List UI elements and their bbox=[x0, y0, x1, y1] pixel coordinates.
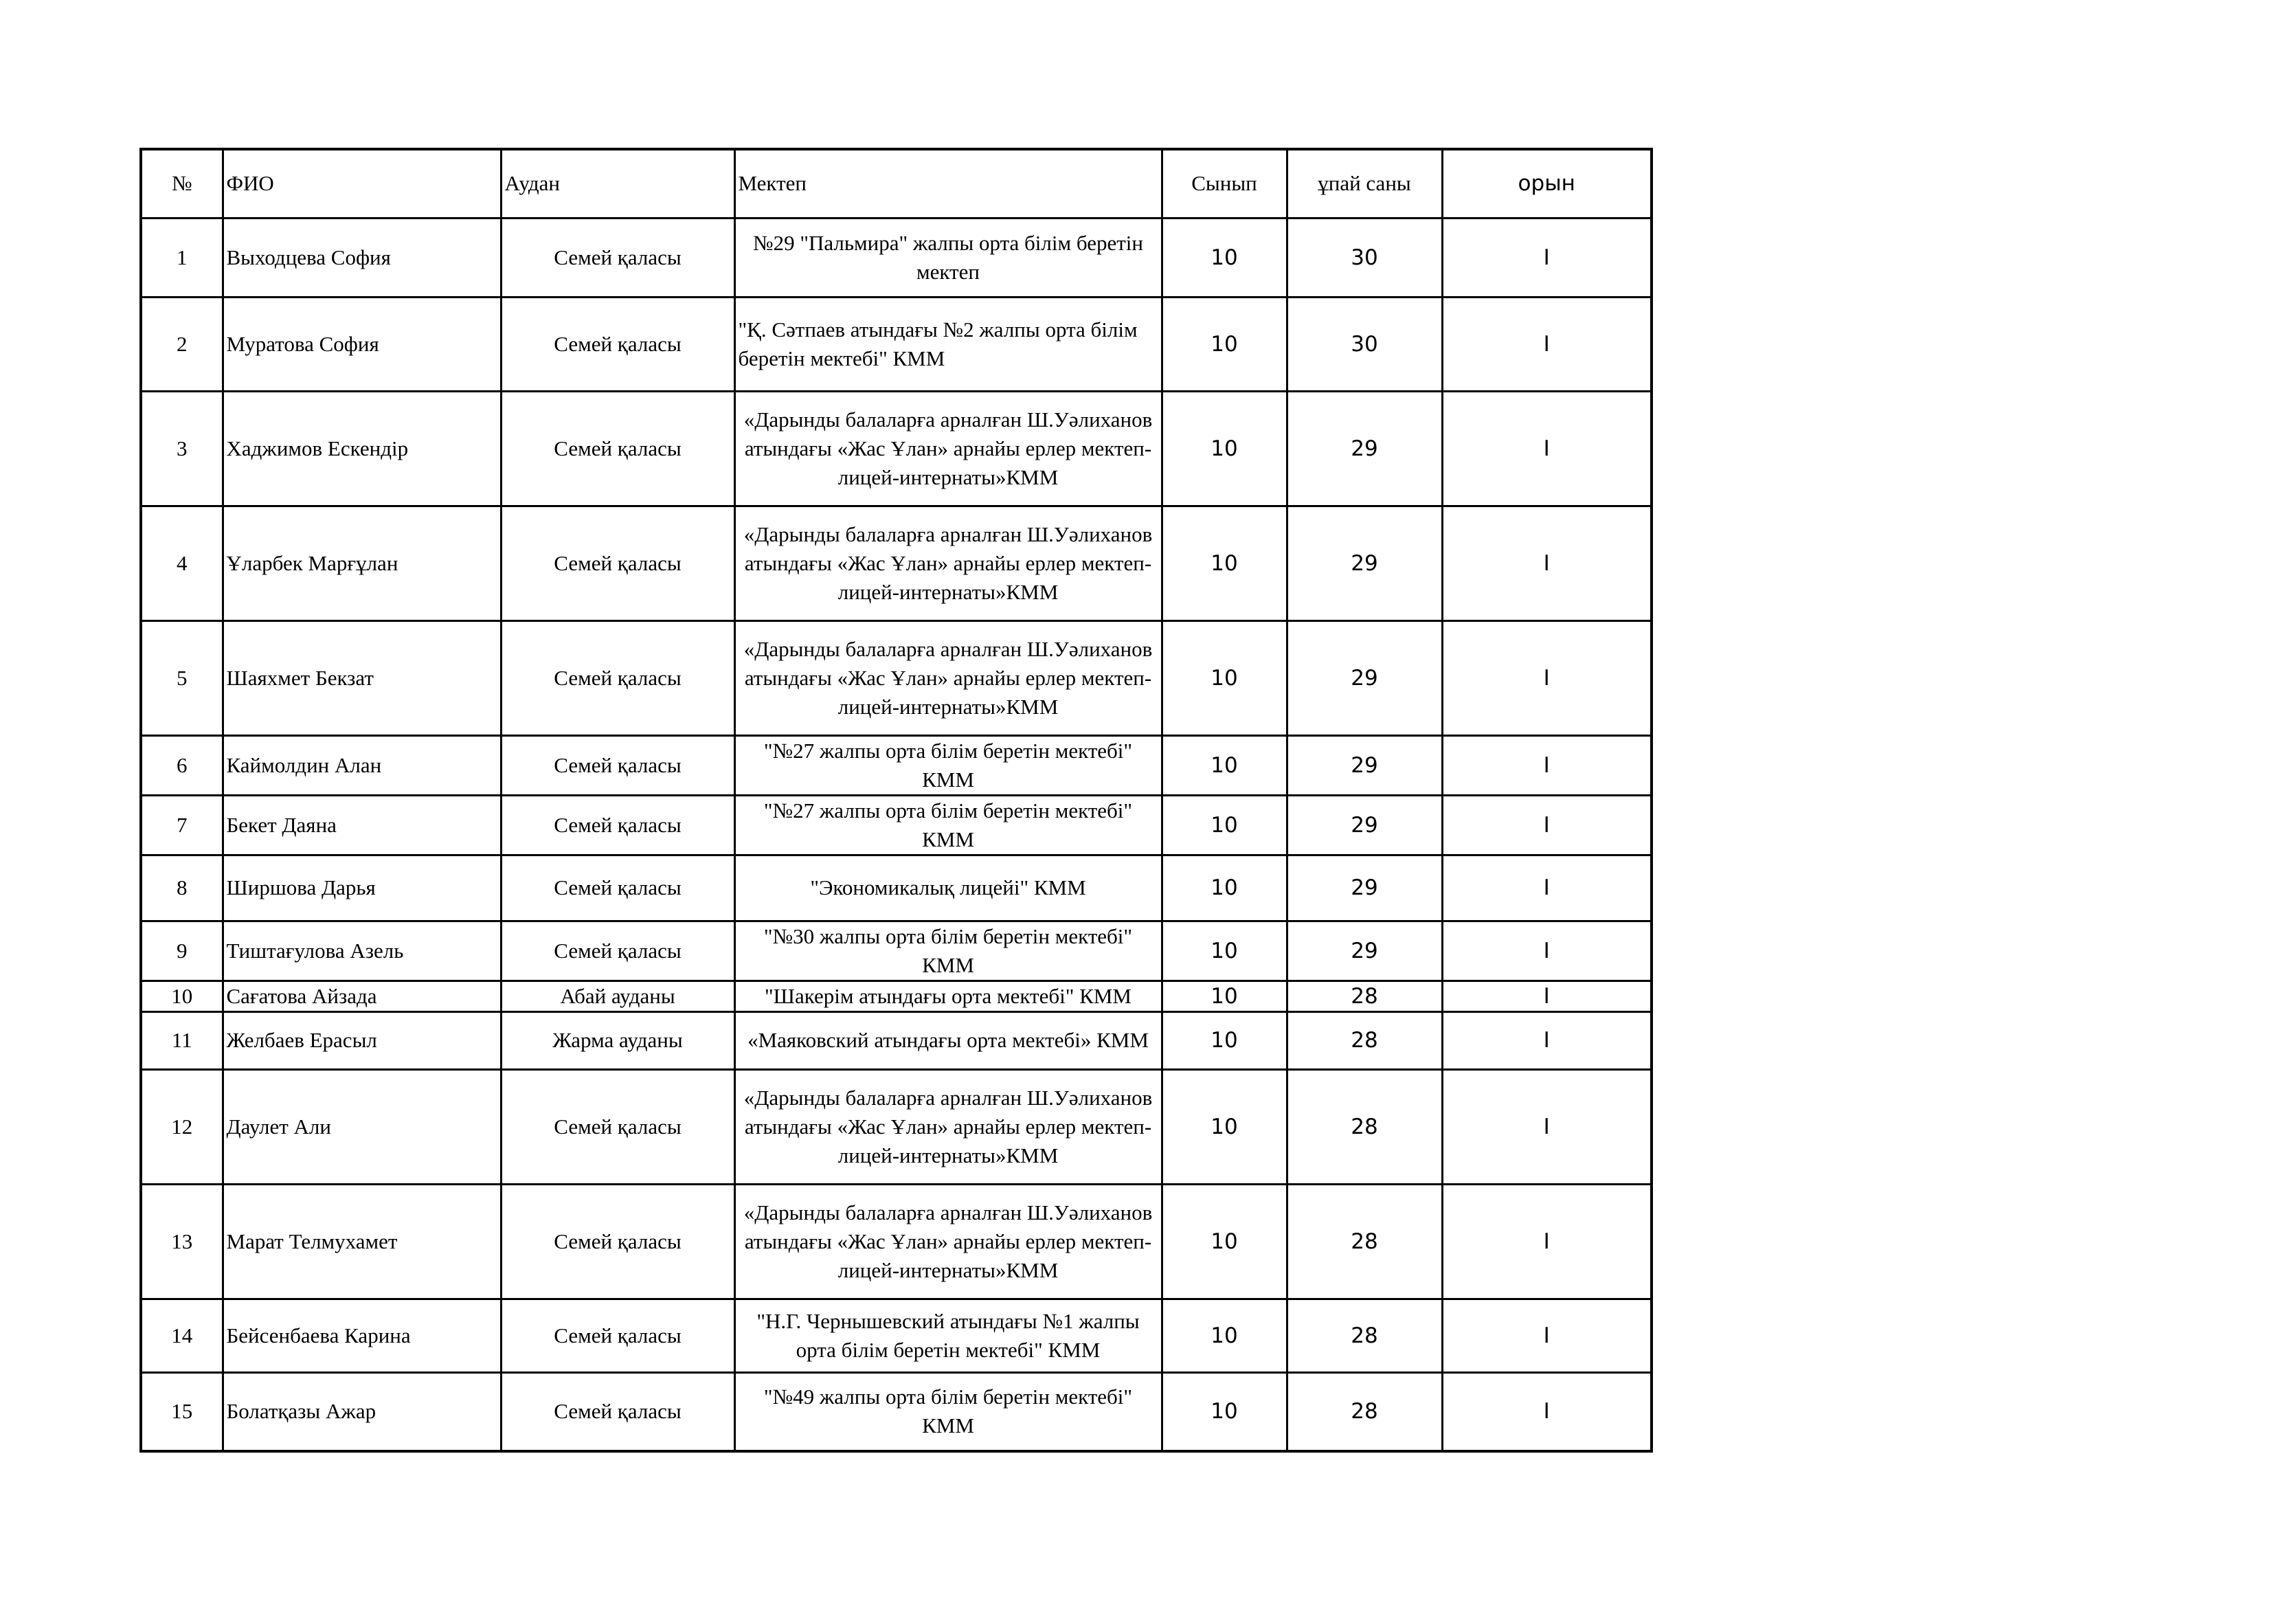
score: 29 bbox=[1287, 506, 1442, 620]
header-district: Аудан bbox=[501, 149, 734, 218]
header-number: № bbox=[141, 149, 223, 218]
header-school: Мектеп bbox=[734, 149, 1162, 218]
school: "Экономикалық лицейі" КММ bbox=[734, 855, 1162, 921]
district: Семей қаласы bbox=[501, 1184, 734, 1299]
row-number: 12 bbox=[141, 1069, 223, 1184]
student-name: Каймолдин Алан bbox=[223, 735, 501, 795]
school: "Н.Г. Чернышевский атындағы №1 жалпы орта білім беретін мектебі" КММ bbox=[734, 1299, 1162, 1372]
place: I bbox=[1442, 1069, 1652, 1184]
score: 29 bbox=[1287, 921, 1442, 981]
student-name: Тиштағулова Азель bbox=[223, 921, 501, 981]
class: 10 bbox=[1162, 795, 1287, 855]
table-row bbox=[141, 735, 1652, 795]
row-number: 5 bbox=[141, 620, 223, 735]
row-number: 11 bbox=[141, 1011, 223, 1069]
class: 10 bbox=[1162, 735, 1287, 795]
district: Семей қаласы bbox=[501, 795, 734, 855]
district: Семей қаласы bbox=[501, 1069, 734, 1184]
score: 29 bbox=[1287, 855, 1442, 921]
district: Жарма ауданы bbox=[501, 1011, 734, 1069]
student-name: Сағатова Айзада bbox=[223, 981, 501, 1011]
row-number: 3 bbox=[141, 391, 223, 506]
score: 29 bbox=[1287, 735, 1442, 795]
school: "№27 жалпы орта білім беретін мектебі" КММ bbox=[734, 735, 1162, 795]
district: Семей қаласы bbox=[501, 297, 734, 391]
district: Семей қаласы bbox=[501, 391, 734, 506]
place: I bbox=[1442, 297, 1652, 391]
place: I bbox=[1442, 506, 1652, 620]
class: 10 bbox=[1162, 391, 1287, 506]
place: I bbox=[1442, 1372, 1652, 1451]
student-name: Даулет Али bbox=[223, 1069, 501, 1184]
class: 10 bbox=[1162, 1184, 1287, 1299]
student-name: Шаяхмет Бекзат bbox=[223, 620, 501, 735]
class: 10 bbox=[1162, 855, 1287, 921]
class: 10 bbox=[1162, 1011, 1287, 1069]
table-row bbox=[141, 506, 1652, 620]
student-name: Муратова София bbox=[223, 297, 501, 391]
class: 10 bbox=[1162, 506, 1287, 620]
score: 28 bbox=[1287, 1011, 1442, 1069]
school: №29 "Пальмира" жалпы орта білім беретін мектеп bbox=[734, 218, 1162, 297]
table-row bbox=[141, 1372, 1652, 1451]
school: «Дарынды балаларға арналған Ш.Уәлиханов атындағы «Жас Ұлан» арнайы ерлер мектеп-лицей-интернаты»КММ bbox=[734, 1184, 1162, 1299]
row-number: 10 bbox=[141, 981, 223, 1011]
class: 10 bbox=[1162, 921, 1287, 981]
row-number: 14 bbox=[141, 1299, 223, 1372]
row-number: 15 bbox=[141, 1372, 223, 1451]
row-number: 2 bbox=[141, 297, 223, 391]
school: "Қ. Сәтпаев атындағы №2 жалпы орта білім беретін мектебі" КММ bbox=[734, 297, 1162, 391]
table-row bbox=[141, 921, 1652, 981]
student-name: Болатқазы Ажар bbox=[223, 1372, 501, 1451]
place: I bbox=[1442, 620, 1652, 735]
student-name: Выходцева София bbox=[223, 218, 501, 297]
school: "Шакерім атындағы орта мектебі" КММ bbox=[734, 981, 1162, 1011]
student-name: Ұларбек Марғұлан bbox=[223, 506, 501, 620]
school: «Дарынды балаларға арналған Ш.Уәлиханов атындағы «Жас Ұлан» арнайы ерлер мектеп-лицей-интернаты»КММ bbox=[734, 620, 1162, 735]
class: 10 bbox=[1162, 981, 1287, 1011]
row-number: 1 bbox=[141, 218, 223, 297]
place: I bbox=[1442, 735, 1652, 795]
table-row bbox=[141, 1011, 1652, 1069]
district: Семей қаласы bbox=[501, 855, 734, 921]
table-row bbox=[141, 981, 1652, 1011]
score: 28 bbox=[1287, 981, 1442, 1011]
place: I bbox=[1442, 981, 1652, 1011]
score: 28 bbox=[1287, 1069, 1442, 1184]
district: Семей қаласы bbox=[501, 735, 734, 795]
student-name: Бекет Даяна bbox=[223, 795, 501, 855]
row-number: 4 bbox=[141, 506, 223, 620]
school: «Дарынды балаларға арналған Ш.Уәлиханов атындағы «Жас Ұлан» арнайы ерлер мектеп-лицей-интернаты»КММ bbox=[734, 506, 1162, 620]
school: «Маяковский атындағы орта мектебі» КММ bbox=[734, 1011, 1162, 1069]
district: Семей қаласы bbox=[501, 1299, 734, 1372]
header-score: ұпай саны bbox=[1287, 149, 1442, 218]
score: 29 bbox=[1287, 795, 1442, 855]
place: I bbox=[1442, 391, 1652, 506]
place: I bbox=[1442, 1299, 1652, 1372]
student-name: Бейсенбаева Карина bbox=[223, 1299, 501, 1372]
row-number: 9 bbox=[141, 921, 223, 981]
district: Семей қаласы bbox=[501, 506, 734, 620]
row-number: 8 bbox=[141, 855, 223, 921]
student-name: Ширшова Дарья bbox=[223, 855, 501, 921]
score: 28 bbox=[1287, 1184, 1442, 1299]
table-row bbox=[141, 855, 1652, 921]
district: Семей қаласы bbox=[501, 1372, 734, 1451]
school: "№27 жалпы орта білім беретін мектебі" КММ bbox=[734, 795, 1162, 855]
school: "№30 жалпы орта білім беретін мектебі" КММ bbox=[734, 921, 1162, 981]
table-row bbox=[141, 795, 1652, 855]
school: "№49 жалпы орта білім беретін мектебі" КММ bbox=[734, 1372, 1162, 1451]
place: I bbox=[1442, 1011, 1652, 1069]
place: I bbox=[1442, 921, 1652, 981]
row-number: 6 bbox=[141, 735, 223, 795]
header-class: Сынып bbox=[1162, 149, 1287, 218]
class: 10 bbox=[1162, 620, 1287, 735]
header-row bbox=[141, 149, 1652, 218]
place: I bbox=[1442, 218, 1652, 297]
district: Семей қаласы bbox=[501, 218, 734, 297]
district: Семей қаласы bbox=[501, 921, 734, 981]
row-number: 13 bbox=[141, 1184, 223, 1299]
class: 10 bbox=[1162, 1069, 1287, 1184]
score: 30 bbox=[1287, 218, 1442, 297]
school: «Дарынды балаларға арналған Ш.Уәлиханов атындағы «Жас Ұлан» арнайы ерлер мектеп-лицей-интернаты»КММ bbox=[734, 1069, 1162, 1184]
header-fio: ФИО bbox=[223, 149, 501, 218]
place: I bbox=[1442, 795, 1652, 855]
student-name: Желбаев Ерасыл bbox=[223, 1011, 501, 1069]
row-number: 7 bbox=[141, 795, 223, 855]
score: 28 bbox=[1287, 1372, 1442, 1451]
header-place: орын bbox=[1442, 149, 1652, 218]
results-table bbox=[139, 148, 1653, 1453]
district: Абай ауданы bbox=[501, 981, 734, 1011]
score: 29 bbox=[1287, 391, 1442, 506]
school: «Дарынды балаларға арналған Ш.Уәлиханов атындағы «Жас Ұлан» арнайы ерлер мектеп-лицей-интернаты»КММ bbox=[734, 391, 1162, 506]
table-row bbox=[141, 297, 1652, 391]
class: 10 bbox=[1162, 1299, 1287, 1372]
place: I bbox=[1442, 855, 1652, 921]
table-row bbox=[141, 391, 1652, 506]
table-row bbox=[141, 218, 1652, 297]
student-name: Хаджимов Ескендір bbox=[223, 391, 501, 506]
class: 10 bbox=[1162, 1372, 1287, 1451]
score: 29 bbox=[1287, 620, 1442, 735]
score: 28 bbox=[1287, 1299, 1442, 1372]
class: 10 bbox=[1162, 218, 1287, 297]
score: 30 bbox=[1287, 297, 1442, 391]
table-row bbox=[141, 1069, 1652, 1184]
table-row bbox=[141, 1184, 1652, 1299]
district: Семей қаласы bbox=[501, 620, 734, 735]
student-name: Марат Телмухамет bbox=[223, 1184, 501, 1299]
table-row bbox=[141, 620, 1652, 735]
class: 10 bbox=[1162, 297, 1287, 391]
table-row bbox=[141, 1299, 1652, 1372]
place: I bbox=[1442, 1184, 1652, 1299]
